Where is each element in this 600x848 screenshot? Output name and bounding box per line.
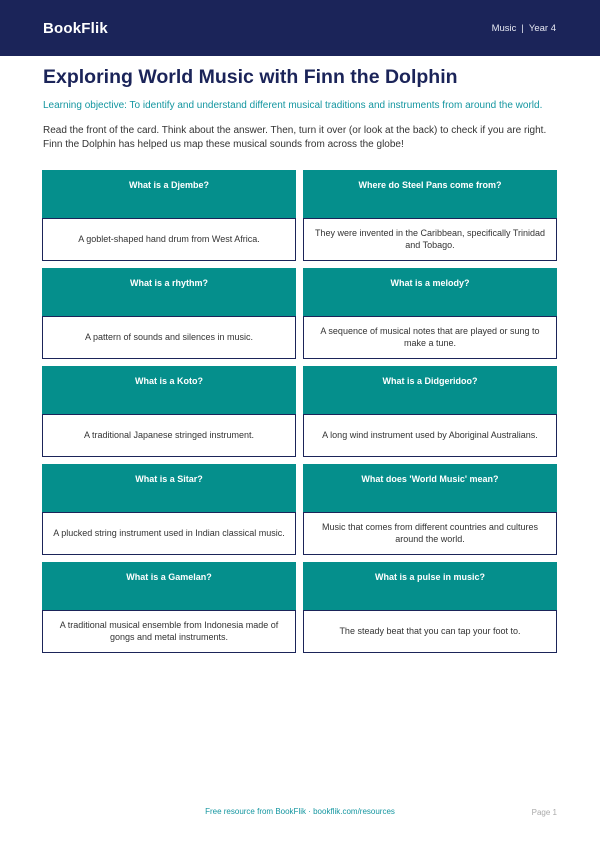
card-question: What does 'World Music' mean? [303, 464, 557, 512]
card-question: What is a Didgeridoo? [303, 366, 557, 414]
learning-objective: Learning objective: To identify and understand different musical traditions and instruments from around the world. [43, 100, 543, 111]
card-answer: A traditional musical ensemble from Indonesia made of gongs and metal instruments. [42, 610, 296, 653]
page-number: Page 1 [531, 808, 557, 817]
card-question: What is a melody? [303, 268, 557, 316]
flashcard-grid [42, 170, 557, 653]
flashcard[interactable] [42, 562, 296, 653]
card-answer: A traditional Japanese stringed instrument. [42, 414, 296, 457]
flashcard[interactable] [303, 562, 557, 653]
footer-credit-link[interactable]: Free resource from BookFlik · bookflik.com/resources [205, 807, 395, 816]
meta-separator: | [521, 22, 524, 34]
flashcard[interactable] [303, 268, 557, 359]
flashcard[interactable] [303, 366, 557, 457]
page-title: Exploring World Music with Finn the Dolphin [43, 66, 458, 88]
card-question: What is a Koto? [42, 366, 296, 414]
card-question: What is a Gamelan? [42, 562, 296, 610]
flashcard[interactable] [42, 170, 296, 261]
card-answer: Music that comes from different countries and cultures around the world. [303, 512, 557, 555]
card-answer: A goblet-shaped hand drum from West Africa. [42, 218, 296, 261]
card-question: What is a Djembe? [42, 170, 296, 218]
flashcard[interactable] [42, 268, 296, 359]
card-question: What is a pulse in music? [303, 562, 557, 610]
flashcard[interactable] [42, 464, 296, 555]
card-answer: A plucked string instrument used in Indian classical music. [42, 512, 296, 555]
top-bar [0, 0, 600, 56]
flashcard[interactable] [303, 170, 557, 261]
card-answer: A long wind instrument used by Aboriginal Australians. [303, 414, 557, 457]
brand-logo[interactable]: BookFlik [43, 19, 108, 37]
card-question: What is a Sitar? [42, 464, 296, 512]
flashcard[interactable] [303, 464, 557, 555]
card-question: Where do Steel Pans come from? [303, 170, 557, 218]
instructions-text: Read the front of the card. Think about the answer. Then, turn it over (or look at the back) to check if you are right. Finn the Dolphin has helped us map these musical sounds from across the globe! [43, 125, 547, 150]
year-label: Year 4 [528, 22, 556, 34]
card-answer: A pattern of sounds and silences in music. [42, 316, 296, 359]
flashcard[interactable] [42, 366, 296, 457]
card-question: What is a rhythm? [42, 268, 296, 316]
header-meta [492, 23, 556, 34]
card-answer: They were invented in the Caribbean, specifically Trinidad and Tobago. [303, 218, 557, 261]
card-answer: A sequence of musical notes that are played or sung to make a tune. [303, 316, 557, 359]
card-answer: The steady beat that you can tap your foot to. [303, 610, 557, 653]
subject-label: Music [491, 22, 517, 34]
